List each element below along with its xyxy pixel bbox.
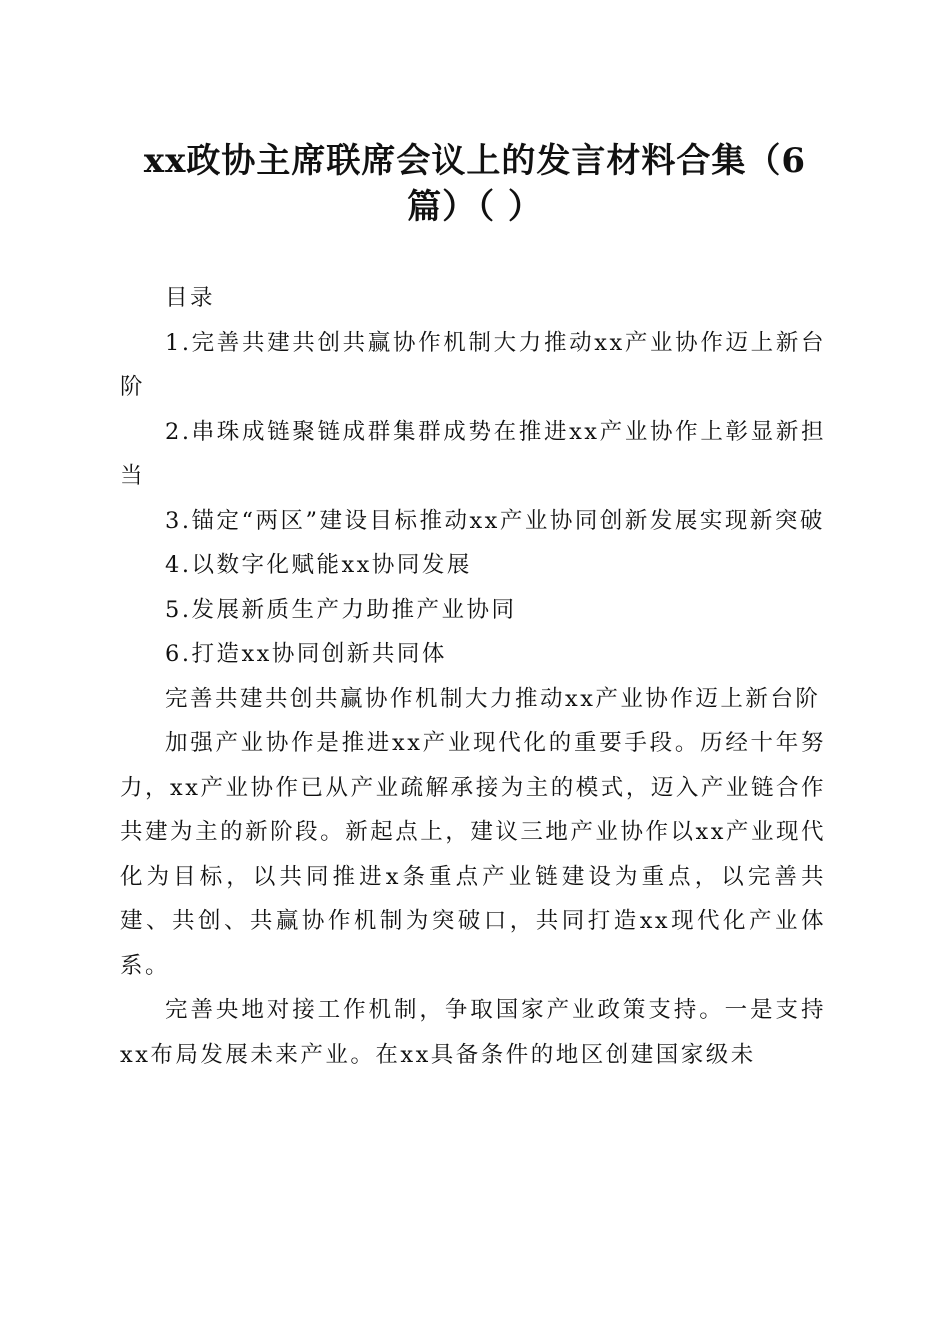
- toc-item-3: 3.锚定“两区”建设目标推动xx产业协同创新发展实现新突破: [165, 507, 825, 534]
- toc-item-5: 5.发展新质生产力助推产业协同: [165, 596, 517, 623]
- section-heading: 完善共建共创共赢协作机制大力推动xx产业协作迈上新台阶: [165, 685, 821, 712]
- body-paragraph-2: 完善央地对接工作机制，争取国家产业政策支持。一是支持xx布局发展未来产业。在xx具备条件的地区创建国家级未: [120, 997, 826, 1068]
- body-paragraph-1: 加强产业协作是推进xx产业现代化的重要手段。历经十年努力，xx产业协作已从产业疏解承接为主的模式，迈入产业链合作共建为主的新阶段。新起点上，建议三地产业协作以xx产业现代化为目标，以共同推进x条重点产业链建设为重点，以完善共建、共创、共赢协作机制为突破口，共同打造xx现代化产业体系。: [120, 730, 826, 979]
- toc-item-6: 6.打造xx协同创新共同体: [165, 641, 447, 667]
- toc-heading: 目录: [165, 285, 216, 311]
- toc-item-2: 2.串珠成链聚链成群集群成势在推进xx产业协作上彰显新担当: [120, 418, 826, 489]
- document-title: xx政协主席联席会议上的发言材料合集（6篇）（ ）: [143, 141, 807, 227]
- toc-item-4: 4.以数字化赋能xx协同发展: [165, 552, 472, 578]
- document-body: [120, 276, 826, 1077]
- toc-item-1: 1.完善共建共创共赢协作机制大力推动xx产业协作迈上新台阶: [120, 329, 826, 400]
